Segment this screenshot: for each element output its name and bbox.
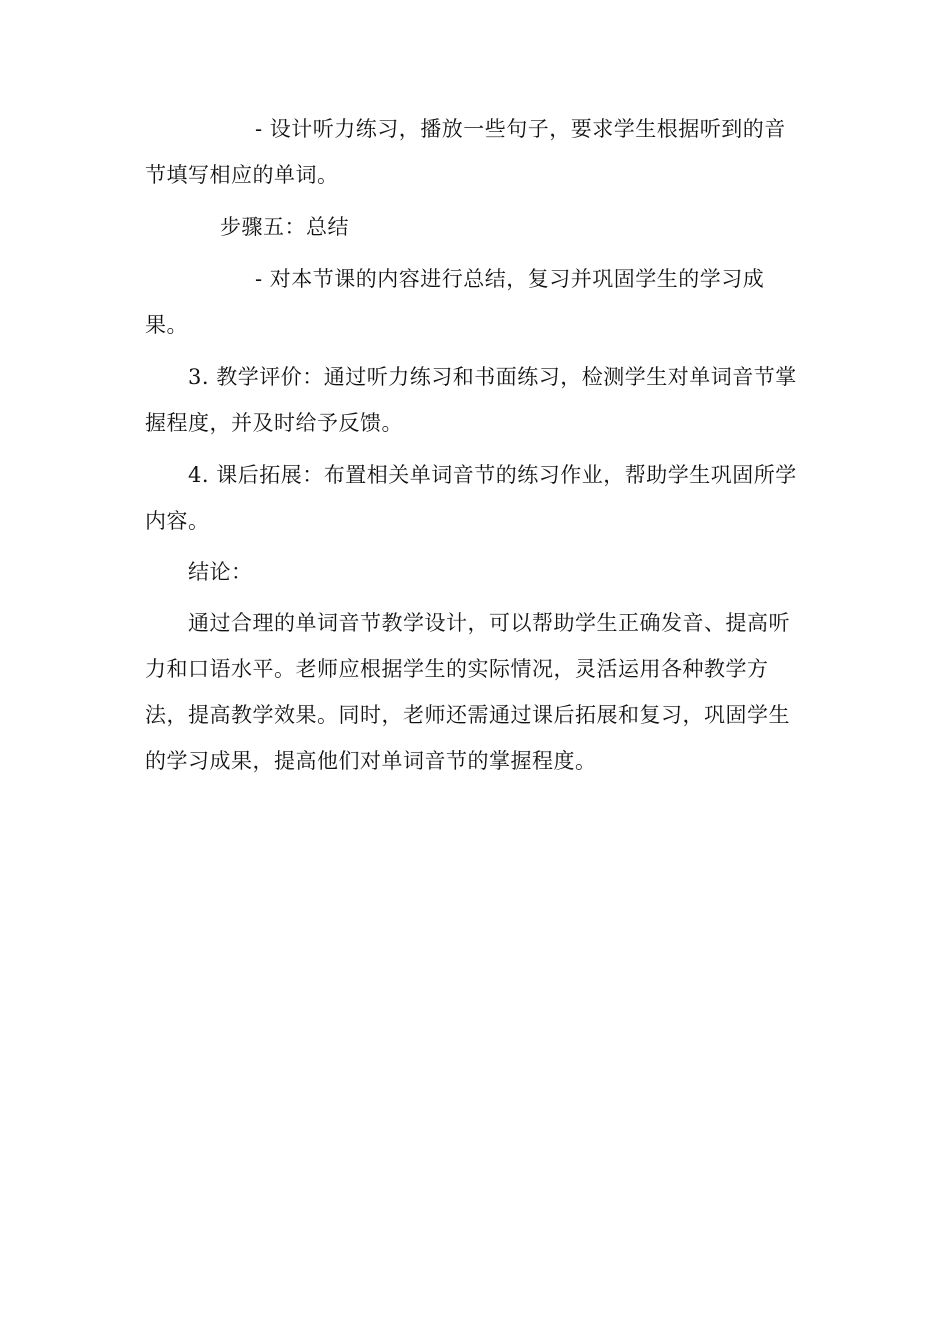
conclusion-paragraph: 通过合理的单词音节教学设计，可以帮助学生正确发音、提高听力和口语水平。老师应根据学生的实际情况，灵活运用各种教学方法，提高教学效果。同时，老师还需通过课后拓展和复习，巩固学生的学习成果，提高他们对单词音节的掌握程度。: [145, 611, 790, 773]
listening-exercise-paragraph: - 设计听力练习，播放一些句子，要求学生根据听到的音节填写相应的单词。: [145, 117, 786, 187]
after-class-extension-paragraph: 4. 课后拓展：布置相关单词音节的练习作业，帮助学生巩固所学内容。: [145, 463, 797, 533]
summary-paragraph: - 对本节课的内容进行总结，复习并巩固学生的学习成果。: [145, 267, 765, 337]
step-five-heading: 步骤五：总结: [220, 215, 349, 239]
conclusion-heading: 结论：: [188, 560, 253, 584]
teaching-evaluation-paragraph: 3. 教学评价：通过听力练习和书面练习，检测学生对单词音节掌握程度，并及时给予反馈。: [145, 365, 797, 435]
